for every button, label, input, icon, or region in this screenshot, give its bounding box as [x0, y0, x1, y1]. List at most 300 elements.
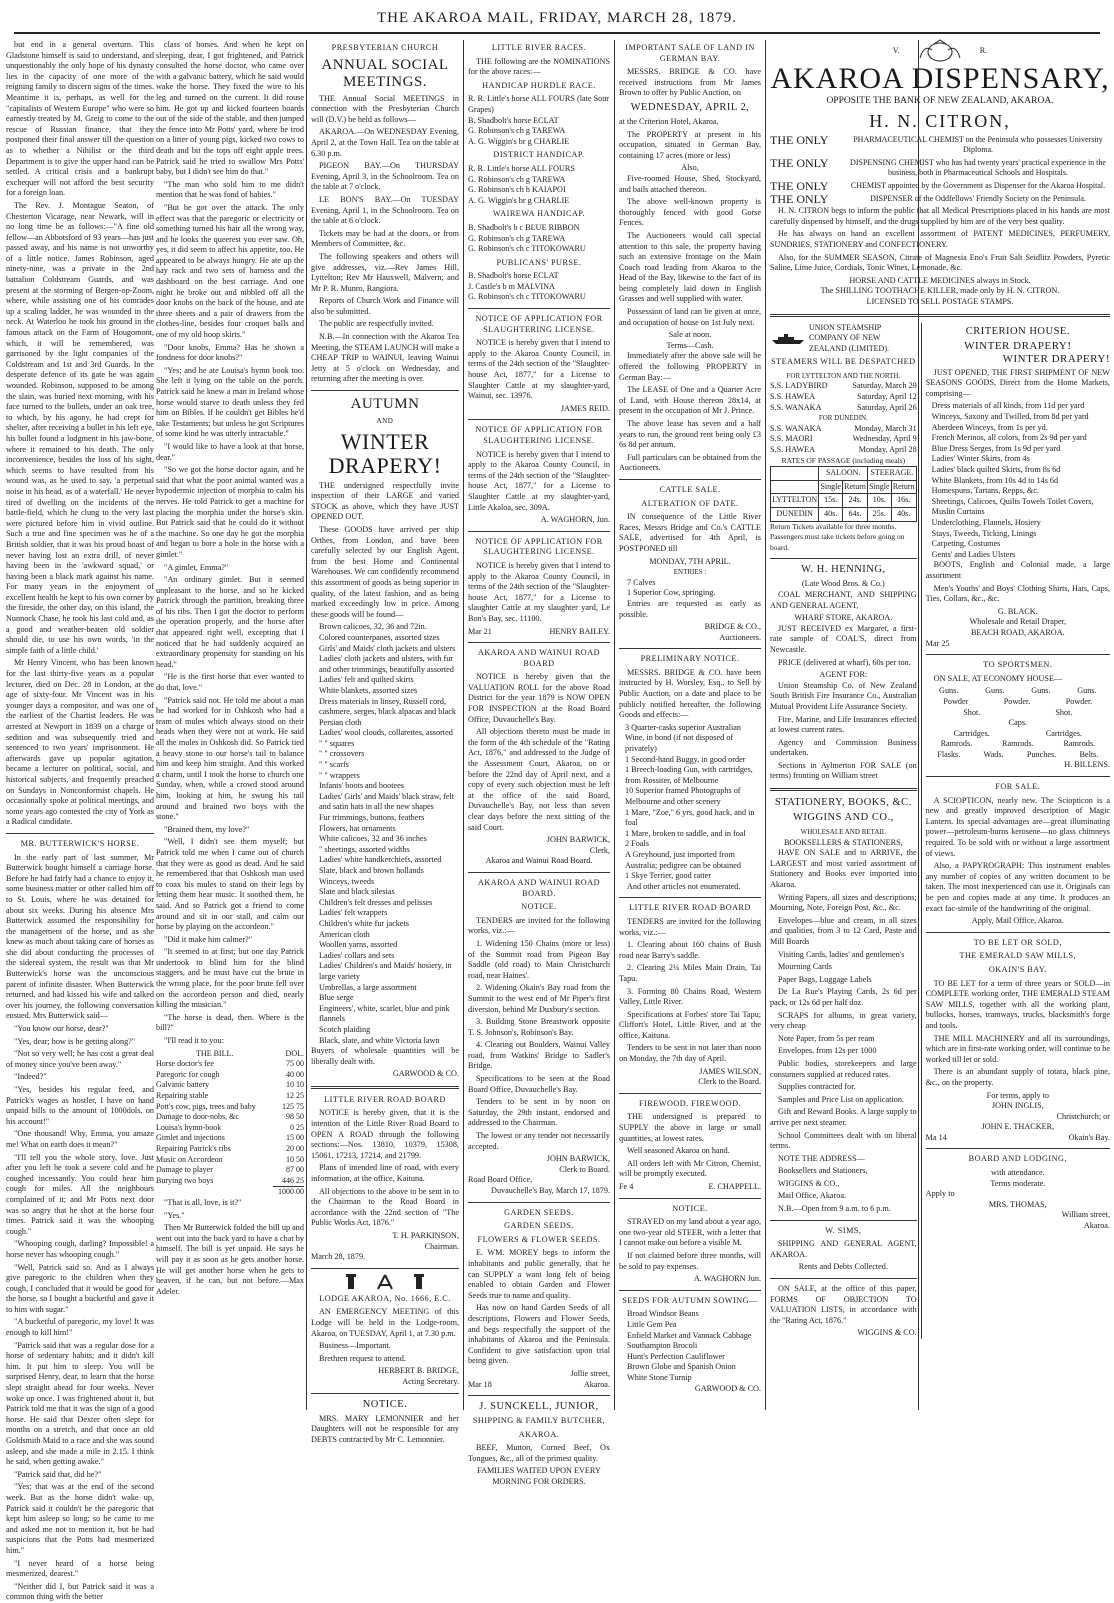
sailing-date: Saturday, April 26 [856, 402, 917, 412]
little-river-road-board-title: LITTLE RIVER ROAD BOARD [324, 1094, 446, 1104]
cattle-item: 7 Calves [627, 577, 656, 587]
objection-forms: ON SALE, at the office of this paper, FORMS OF OBJECTION TO VALUATION LISTS, in accordance with the "Rating Act, 1876." [770, 1284, 917, 1325]
road-board-subtitle-2: NOTICE. [521, 902, 557, 912]
fare-price: 40s. [819, 508, 843, 522]
sportsmen-item: Guns. [1077, 686, 1097, 696]
story-paragraph: class of horses. And when he kept on sleeping, dear, I got frightened, and Patrick consulted the horse doctor, who came over with a galvanic battery, which he said would wake the horse. They fixed the wire to his leg and turned on the current. It did rouse him. He got up and kicked fourteen boards out of the side of the stable, and then jumped the fence into Mr Potts' yard, where he trod on a litter of young pigs, kicked two cows to death and bit the tops off eight apple trees. Patrick said he tried to swallow Mrs Potts' baby, but I didn't see him do that." [156, 40, 304, 177]
sailing-row [770, 445, 917, 456]
story-paragraph: "Yes, besides his regular feed, and Patrick's wages as hostler, I have on hand unpaid bills to the amount of 1000dols. on his account!" [6, 1085, 154, 1126]
cattle-sale-title: CATTLE SALE. [659, 484, 721, 494]
road-board-title-1: AKAROA AND WAINUI ROAD BOARD [477, 648, 601, 668]
bill-row [156, 1144, 304, 1155]
drapery-item: Dress materials in linsey, Russell cord, cashmere, serges, black alpacas and black Persian cloth [319, 696, 456, 727]
road-board-address-2: Road Board Office, [468, 1175, 533, 1185]
union-steamship-dunedin: FOR DUNEDIN. [818, 414, 868, 423]
henning-p3: PRICE (delivered at wharf), 60s per ton. [778, 657, 911, 667]
race-entry: G. Robinson's ch g TAREWA [468, 126, 566, 136]
divider [926, 1148, 1110, 1149]
preliminary-notice-p2: And other articles not enumerated. [627, 881, 741, 891]
fares-head-saloon: SALOON. [819, 467, 868, 481]
divider [619, 1198, 761, 1199]
column-1 [6, 40, 154, 1602]
for-sale-p1: A SCIOPTICON, nearly new. The Sciopticon is a new and greatly improved description of Magic Lantern. Its special advantages are—great illuminating power—petroleum-burns kerosene—no glass chimneys required. To be sold with or without a large assortment of views. [925, 795, 1110, 858]
wiggins-line: De La Rue's Playing Cards, 2s 6d per pack, or 12s 6d per half doz. [770, 987, 917, 1007]
henning-subtitle: (Late Wood Bros. & Co.) [801, 579, 885, 589]
land-sale-noon: Sale at noon. [668, 330, 712, 340]
saw-mills-date: Ma 14 [925, 1132, 947, 1142]
henning-p1: COAL MERCHANT, AND SHIPPING AND GENERAL AGENT, [770, 589, 917, 610]
sportsmen-item: Powder [943, 696, 969, 706]
little-river-road-board-notice [311, 1108, 459, 1229]
saw-mills-signature: JOHN INGLIS, [991, 1101, 1044, 1111]
land-sale-p8: Immediately after the above sale will be offered the following PROPERTY in German Bay:— [619, 351, 761, 382]
story-paragraph: "I'll tell you the whole story, love. Just after you left he took a severe cold and he coughed incessantly. You could hear him cough for miles. All the neighbours complained of it; and Mr Potts next door was so angry that he shot at the horse four times. Patrick said it was the whooping cough." [6, 1152, 154, 1236]
race-events [468, 81, 610, 303]
divider [468, 642, 610, 643]
race-entry: B. Shadbolt's horse ECLAT [468, 271, 559, 281]
column-3 [311, 40, 459, 1444]
wiggins-p1: HAVE ON SALE and to ARRIVE, the LARGEST and most varied assortment of Stationery and Books ever imported into Akaroa. [770, 848, 917, 890]
sportsmen-signature: H. BILLENS. [1064, 760, 1110, 770]
race-event-title: HANDICAP HURDLE RACE. [482, 80, 596, 90]
criterion-p4: Wholesale and Retail Draper, [969, 617, 1067, 627]
cattle-sale-p1: IN consequence of the Little River Races, Messrs Bridge and Co.'s CATTLE SALE, advertised for 4th April, is POSTPONED till [619, 512, 761, 553]
saw-mills-p1: TO BE LET for a term of three years or SOLD—in COMPLETE working order, THE EMERALD STEAM SAW MILLS, together with all the working plant, bullocks, horses, tramways, trucks, blacksmith's forge and tools. [925, 978, 1110, 1030]
story-paragraph: but end in a general overturn. This Gladstone himself is said to understand, and unquestionably the only hope of his dynasty lies in the capacity of one more of the reigning family to discern signs of the times. Meantime it is, perhaps, as well for the "capitalists of Western Europe" who were so earnestly treated by M. Greig to come to the rescue of Russian finance, that they postponed their final answer till the question as to whether a Nihilist or the third Department is to give the upper hand can be settled. A critical crisis and a bankrupt exchequer will not afford the best security for a foreign loan. [6, 40, 154, 198]
autumn-seeds-signature: GARWOOD & CO. [694, 1383, 761, 1393]
land-sale-p2: at the Criterion Hotel, Akaroa, [619, 116, 719, 126]
cattle-sale-date: MONDAY, 7TH APRIL. [649, 556, 731, 566]
divider [926, 932, 1110, 933]
road-board-spec-2: Specifications to be seen at the Road Board Office, Duvauchelle's Bay. [468, 1074, 610, 1094]
road-board-role-2: Clerk to Board. [559, 1164, 610, 1174]
drapery-item: Ladies' collars and sets [319, 950, 395, 960]
board-lodging-p3: Apply to [925, 1189, 955, 1199]
bill-amount: 12 25 [286, 1091, 304, 1100]
fare-destination: DUNEDIN [771, 508, 819, 522]
tender-item: 2. Widening Okain's Bay road from the Summit to the west end of Mr Piper's first diversion, behind Mr Duxbury's section. [468, 983, 610, 1014]
flower-seeds-subtitle: FLOWERS & FLOWER SEEDS. [477, 1234, 601, 1244]
drapery-item: Ladies' white handkerchiefs, assorted [319, 855, 442, 865]
story-paragraph: "I would like to have a look at that horse, dear." [156, 441, 304, 462]
divider [770, 788, 917, 791]
bill-total: 1000 00 [273, 1187, 304, 1198]
sailing-date: Monday, March 31 [854, 423, 917, 433]
criterion-title: CRITERION HOUSE. [965, 325, 1070, 337]
bill-table [156, 1049, 304, 1198]
wiggins-line: Gift and Reward Books. A large supply to arrive per next steamer. [770, 1107, 917, 1127]
steamship-icon [770, 331, 806, 345]
divider [926, 654, 1110, 655]
sportsmen-row [926, 686, 1110, 697]
fares-title: RATES OF PASSAGE (including meals) [781, 455, 906, 465]
lrrb2-role: Clerk to the Board. [698, 1077, 761, 1087]
union-steamship-title: UNION STEAMSHIP COMPANY OF NEW ZEALAND (LIMITED). [809, 322, 889, 353]
column-5 [619, 40, 761, 1410]
seed-item: Southampton Brocoli [627, 1341, 698, 1351]
column-2 [156, 40, 304, 1410]
story-paragraph: "One thousand! Why, Emma, you amaze me! What on earth does it mean?" [6, 1129, 154, 1149]
divider [311, 1393, 459, 1394]
story-paragraph: "Indeed?" [14, 1072, 47, 1082]
stray-notice-p2: If not claimed before three months, will be sold to pay expenses. [619, 1250, 761, 1271]
drapery-item: Underclothing, Flannels, Hosiery [931, 518, 1041, 527]
divider [770, 558, 917, 559]
sailing-date: Wednesday, April 9 [852, 434, 917, 444]
wiggins-line: Booksellers and Stationers, [778, 1166, 868, 1176]
slaughter-license-signature-3: HENRY BAILEY. [549, 626, 610, 636]
fare-price: 10s. [868, 494, 892, 508]
divider [770, 1278, 917, 1279]
drapery-item: Dress materials of all kinds, from 11d per yard [931, 401, 1085, 411]
road-board-role-1b: Akaroa and Wainui Road Board. [485, 856, 593, 866]
drapery-item: Blue serge [319, 993, 354, 1003]
auction-item: 3 Quarter-casks superior Australian Wine, in bond (if not disposed of privately) [625, 722, 742, 754]
ship-name: S.S. WANAKA [770, 423, 822, 433]
fare-destination: LYTTELTON [771, 494, 819, 508]
union-steamship-lyttelton: FOR LYTTELTON AND THE NORTH. [786, 371, 901, 380]
bill-item: Repairing Patrick's ribs [156, 1143, 231, 1153]
wiggins-line: School Committees dealt with on liberal terms. [770, 1130, 917, 1151]
dispensary-address: OPPOSITE THE BANK OF NEW ZEALAND, AKAROA. [826, 96, 1054, 106]
race-entry: A. G. Wiggin's br g CHARLIE [468, 195, 570, 205]
horse-story [6, 853, 154, 1603]
story-paragraph: "Not so very well; he has cost a great deal of money since you've been away." [6, 1049, 154, 1069]
land-sale-p6: The Auctioneers would call special attention to this sale, the property having such an extensive frontage on the Main Coach road leading from Akaroa to the Head of the Bay, likewise to the fact of its being completely laid down in English Grasses and well supplied with water. [619, 230, 761, 304]
drapery-item: Scotch plaiding [319, 1024, 371, 1034]
story-paragraph: "Yes, dear; how is he getting along?" [14, 1036, 136, 1046]
cattle-sale-role: Auctioneers. [719, 632, 761, 642]
wiggins-line: Envelopes, from 12s per 1000 [778, 1046, 877, 1056]
church-heading: PRESBYTERIAN CHURCH [331, 43, 439, 52]
drapery-signature: GARWOOD & CO. [392, 1069, 459, 1079]
only-item [770, 132, 1110, 156]
sportsmen-item: Belts. [1079, 749, 1099, 759]
auction-item: 1 Mare, broken to saddle, and in foal [625, 828, 746, 838]
drapery-item: Woollen yarns, assorted [319, 940, 398, 950]
sportsmen-title: TO SPORTSMEN. [983, 660, 1053, 670]
drapery-item: Children's white fur jackets [319, 918, 409, 928]
race-entry: G. Robinson's ch h KAIAPOI [468, 185, 566, 195]
sims-title: W. SIMS, [825, 1225, 862, 1235]
criterion-p3: Men's Youths' and Boys' Clothing Shirts, Hats, Caps, Ties, Collars, &c., &c. [925, 583, 1110, 604]
notice-paragraph: N.B.—In connection with the Akaroa Tea Meeting, the STEAM LAUNCH will make a CHEAP TRIP to WAINUI, leaving Wainui Jetty at 5 o'clock on Wednesday, and returning after the meeting is over. [311, 332, 459, 384]
story-paragraph: "So we got the horse doctor again, and he said that what the poor animal wanted was a hypodermic injection of morphia to calm his nerves. He told Patrick to get a machine for placing the morphia under the horse's skin. But Patrick said that he could do it without the machine. So one day he got the morphia and began to bore a hole in the horse with a gimlet." [156, 465, 304, 559]
bill-item: Damage to door-nobs, &c [156, 1112, 239, 1122]
race-event-title: PUBLICANS' PURSE. [496, 257, 582, 267]
wiggins-line: Note Paper, from 5s per ream [778, 1033, 875, 1043]
road-board-text-1b: All objections thereto must be made in the form of the 4th schedule of the "Rating Act, 1876," and addressed to the Judge of the Assessment Court, Akaroa, on or before the 22nd day of April next, and a copy of every such objection must be left at the office of the said Board, Duvauchelle's Bay, not less than seven clear days before the next sitting of the said Court. [468, 727, 610, 832]
criterion-subtitle: WINTER DRAPERY! [964, 339, 1072, 352]
land-sale-also: Also, [681, 163, 699, 173]
bill-row [156, 1102, 304, 1113]
seed-item: White Stone Turnip [627, 1372, 692, 1382]
crest-r: R. [979, 45, 988, 55]
henning-agent: AGENT FOR: [819, 670, 868, 680]
bill-row [156, 1080, 304, 1091]
wiggins-line: Mail Office, Akaroa. [778, 1191, 847, 1201]
tender-item: 2. Clearing 2¼ Miles Main Drain, Tai Tapu. [619, 963, 761, 983]
seed-item: Brown Globe and Spanish Onion [627, 1362, 736, 1372]
crest-v: V. [892, 45, 900, 55]
bill-amount: 87 00 [286, 1165, 304, 1175]
notice-paragraph: These GOODS have arrived per ship Orthes, from London, and have been carefully selected by our English Agent, from the best Home and Continental Warehouses. We can confidently recommend this assortment of goods as being superior in quality, of the latest fashion, and as being marked exceedingly low in price. Among these goods will be found— [311, 525, 459, 619]
board-lodging-address: William street, [1061, 1210, 1110, 1220]
drapery-item: Children's felt dresses and pelisses [319, 897, 433, 907]
drapery-item: Slate, black and brown hollands [319, 866, 424, 875]
only-item [770, 191, 1110, 206]
saw-mills-p3: There is an abundant supply of totara, black pine, &c., on the property. [925, 1067, 1110, 1087]
bill-row [156, 1070, 304, 1081]
only-label: THE ONLY [770, 191, 829, 206]
criterion-p2: BOOTS, English and Colonial made, a large assortment [925, 560, 1110, 580]
road-board-items-2 [468, 939, 610, 1072]
divider [468, 1202, 610, 1203]
fare-row [771, 508, 917, 522]
henning-title: W. H. HENNING, [801, 564, 886, 576]
fare-subheader: Return [843, 480, 868, 494]
story-paragraph: "He is the first horse that ever wanted to do that, love." [156, 672, 304, 693]
drapery-item: Colored counterpanes, assorted sizes [319, 632, 440, 642]
drapery-item: Ladies' Girls' and Maids' black straw, felt and satin hats in all the new shapes [319, 791, 455, 812]
slaughter-license-title-2: NOTICE OF APPLICATION FOR SLAUGHTERING LICENSE. [475, 425, 603, 445]
slaughter-license-title-1: NOTICE OF APPLICATION FOR SLAUGHTERING LICENSE. [475, 314, 603, 334]
drapery-item: Flowers, hat ornaments [319, 823, 396, 833]
bill-row [156, 1112, 304, 1123]
lrrb2-items [619, 940, 761, 1008]
drapery-item: Umbrellas, a large assortment [319, 982, 417, 992]
drapery-item: Carpeting, Costumes [931, 539, 1001, 549]
story-paragraph: "Patrick said that was a regular dose for a horse of sedentary habits; and it didn't kill him. It put him to sleep. You will be surprised Henry, dear, to learn that the horse slept straight ahead for four weeks. Never woke up once. I was frightened about it, but Patrick told me that it was the sign of a good horse. He said that Dexter often slept for months on a stretch, and that once an old Goldsmith Maid to a race and she was sound asleep, and she made a mile in 2.15. I think he said, when getting awake." [6, 1340, 154, 1467]
saw-mills-title: TO BE LET OR SOLD, [973, 937, 1062, 947]
land-sale-p3: The PROPERTY at present in his occupation, situated in German Bay, containing 17 acres (more or less) [619, 129, 761, 160]
bill-amount: 98 50 [286, 1112, 304, 1122]
sportsmen-item: Shot. [1055, 707, 1073, 717]
sailing-row [770, 434, 917, 445]
fare-row [771, 494, 917, 508]
land-sale-title: IMPORTANT SALE OF LAND IN GERMAN BAY. [625, 43, 755, 63]
story-paragraph: "Whooping cough, darling? Impossible! a horse never has whooping cough." [6, 1239, 154, 1259]
column-6a [770, 323, 917, 1340]
race-entry: A. G. Wiggin's br g CHARLIE [468, 136, 570, 146]
sims-p2: Rents and Debts Collected. [798, 1262, 888, 1272]
auction-item: 1 Breech-loading Gun, with cartridges, from Rossiter, of Melbourne [625, 765, 753, 785]
race-entry: R. R. Little's horse ALL FOURS [468, 163, 575, 173]
sportsmen-item: Wads. [983, 749, 1004, 759]
land-sale-terms: Terms—Cash. [666, 340, 714, 350]
lemonnier-notice-text: MRS. MARY LEMONNIER and her Daughters will not be responsible for any DEBTS contracted by Mr C. Lemonnier. [311, 1413, 459, 1444]
story-paragraph: "An ordinary gimlet. But it seemed unpleasant to the horse, and so he kicked Patrick through the partition, breaking three of his ribs. Then I got the doctor to perform the operation properly, and the horse after that appeared right well, excepting that I noticed that he had suddenly acquired an extraordinary propensity for standing on his head." [156, 575, 304, 669]
auction-item: 10 Superior framed Photographs of Melbourne and other scenery [625, 786, 741, 806]
winter-drapery-title: WINTER DRAPERY! [328, 428, 442, 478]
sportsmen-item: Caps. [1008, 718, 1028, 728]
lrrb-signature: T. H. PARKINSON, [392, 1231, 459, 1240]
story-paragraph: The Rev. J. Montague Seaton, of Chesterton Vicarage, near Newark, will in no long time be as follows:—"A fine old fellow—an Abbotsford of 93 years—has just passed away, and his name is not unworthy of a little notice. James Robinson, aged ninety-nine, was a private in the 2nd battalion Coldstream Guards, and was present at the storming of Bergen-op-Zoom, where, while assisting one of his comrades up a scaling ladder, he was wounded in the neck. At Waterloo he took his ground in the famous attack on the Farm of Hougomont, which, it will be remembered, was garrisoned by the light companies of the Coldstream and 1st and 3rd Guards. In the desperate defence of its gate he was again wounded. Robinson, supposed to be among the slain, was buried next morning, with his face turned to the bullets, under an oak tree, to which, by his agony, he had crept for shelter, after receiving a bullet in his left eye, his bullet found a lodgment in his jaw-bone, where it remained to his death. The only inconvenience, besides the loss of his sight, which seems to have resulted from his wound was, as he used to say, 'a perpetual noise in his head, as of a waterfall.' He never tired of dwelling on the incidents of the battle-field, which he clung to the very last were pictured before him in vivid outline. Such a true and fine specimen was he of a British soldier, that it was his proud boast of never having lost an extra drill, of never having been in the 'awkward squad,' or having been a black mark against his name. For many years in the enjoyment of excellent health he kept to his own corner by the fireside, the other day, on this island, the Nunnock Chase, he took his last cold and, as a good and weather-beaten old soldier should die, to use his own words, 'in the simple faith of a little child.' [6, 200, 154, 655]
drapery-item: Ladies' felt and quilted skirts [319, 675, 414, 685]
sailing-row [770, 403, 917, 414]
slaughter-license-text-2: NOTICE is hereby given that I intend to apply to the Akaroa County Council, in terms of the 24th section of the "Slaughter-house Act, 1877," for a License to Slaughter Cattle at my slaughter-yard, Little Akaloa, sec. 309A. [468, 449, 610, 512]
firewood-p2: Well seasoned Akaroa on hand. [627, 1146, 730, 1156]
for-sale-title: FOR SALE. [995, 782, 1041, 792]
board-lodging-p2: Terms moderate. [990, 1178, 1046, 1188]
only-label: THE ONLY [770, 132, 829, 147]
lrrb2-signature: JAMES WILSON, [699, 1066, 761, 1076]
stray-notice-signature: A. WAGHORN Jun. [693, 1274, 761, 1284]
drapery-item: French Merinos, all colors, from 2s 9d per yard [931, 433, 1087, 443]
sims-p1: SHIPPING AND GENERAL AGENT, AKAROA. [770, 1239, 917, 1259]
divider [770, 1220, 917, 1221]
saw-mills-address: Christchurch; or [1056, 1111, 1110, 1121]
notice-paragraph: Brethren request to attend. [319, 1353, 406, 1363]
royal-arms-icon [910, 40, 970, 62]
land-sale-date: WEDNESDAY, APRIL 2, [630, 101, 750, 113]
preliminary-notice-title: PRELIMINARY NOTICE. [640, 654, 740, 664]
bill-amount: 125 75 [282, 1101, 304, 1111]
road-board-date-2: Duvauchelle's Bay, March 17, 1879. [491, 1186, 610, 1195]
bill-item: Repairing stable [156, 1091, 209, 1100]
divider [619, 479, 761, 480]
drapery-item: Fur trimmings, buttons, feathers [319, 813, 425, 823]
sportsmen-item: Punches. [1026, 749, 1057, 759]
cattle-item: 1 Superior Cow, springing. [627, 588, 716, 598]
only-item [770, 178, 1110, 193]
land-sale-p5: The above well-known property is thoroughly fenced with good Gorse Fences. [619, 197, 761, 228]
stray-notice-title: NOTICE. [672, 1203, 708, 1213]
bill-amount: 10 50 [286, 1154, 304, 1164]
drapery-item: Brown calicoes, 32, 36 and 72in. [319, 622, 427, 632]
drapery-item: Aberdeen Winceys, from 1s per yd. [931, 422, 1048, 432]
divider [468, 308, 610, 309]
story-paragraph: "Patrick said not. He told me about a man he had worked for in Oshkosh who had a team of mules which always stood on their heads when they were not at work. He said all the mules in Oshkosh did. So Patrick tied a heavy stone to our horse's tail to balance him and keep him straight. And this worked a charm, until I took the horse to church one Sunday, when, while a crowd stood around him, looking at him, he swung his tail around and brained two boys with the stone." [156, 695, 304, 822]
fare-subheader: Single [819, 480, 843, 494]
race-event-title: DISTRICT HANDICAP. [493, 150, 585, 160]
saw-mills-subtitle-2: OKAIN'S BAY. [988, 964, 1047, 974]
lrrb-role: Chairman. [424, 1241, 459, 1251]
story-paragraph: "Yes." [164, 1210, 185, 1220]
criterion-address: BEACH ROAD, AKAROA. [970, 627, 1065, 637]
criterion-p1: JUST OPENED, THE FIRST SHIPMENT OF NEW SEASONS GOODS, Direct from the Home Markets, comprising— [925, 367, 1110, 398]
firewood-title: FIREWOOD. FIREWOOD. [638, 1098, 742, 1108]
masthead-rule [14, 32, 1100, 34]
dispensary-title: AKAROA DISPENSARY, [770, 62, 1110, 95]
bill-row [156, 1123, 304, 1134]
slaughter-license-signature-2: A. WAGHORN, Jun. [540, 515, 610, 525]
garden-seeds-subtitle: GARDEN SEEDS. [504, 1221, 574, 1231]
auction-item: A Greyhound, just imported from Australia; pedigree can be obtained [625, 849, 741, 870]
for-sale-p2: Also, a PAPYROGRAPH: This instrument enables any number of copies of any written document to be taken. The most inexperienced can use it. Originals can be pen and copies made at any time. It produces an exact fac-simile of the handwriting of the original. [925, 861, 1110, 913]
butcher-families: FAMILIES WAITED UPON EVERY MORNING FOR ORDERS. [477, 1466, 601, 1487]
divider [468, 1395, 610, 1396]
drapery-item: Ladies' cloth jackets and ulsters, with fur and other trimmings, beautifully assorted [319, 654, 454, 674]
board-lodging-town: Akaroa. [1083, 1221, 1110, 1231]
lrrb2-spec: Specifications at Forbes' store Tai Tapu; Cliffort's Hotel, Little River, and at the office, Kaituna. [619, 1009, 761, 1040]
notice-paragraph: AKAROA.—On WEDNESDAY Evening, April 2, at the Town Hall. Tea on the table at 6.30 p.m. [311, 127, 459, 158]
bill-amount: 446 25 [282, 1175, 304, 1185]
ship-name: S.S. MAORI [770, 434, 813, 444]
fares-note: Return Tickets available for three months. [770, 521, 897, 531]
races-intro: THE following are the NOMINATIONS for the above races:— [468, 56, 610, 77]
sportsmen-item: Guns. [1031, 686, 1051, 696]
sportsmen-item: Powder. [1003, 696, 1031, 706]
notice-paragraph: Plans of intended line of road, with every information, at the office, Kaituna. [311, 1163, 459, 1184]
criterion-items [926, 401, 1110, 560]
bill-item: Horse doctor's fee [156, 1059, 214, 1069]
garden-seeds-text-2: Has now on hand Garden Seeds of all descriptions, Flowers and Flower Seeds, and begs respectfully the support of the inhabitants of Akaroa and the Peninsula. Confident to give satisfaction upon trial being given. [468, 1303, 610, 1366]
bill-row [156, 1176, 304, 1187]
race-entry: B. Shadbolt's horse ECLAT [468, 115, 559, 125]
notice-paragraph: LE BON'S BAY.—On TUESDAY Evening, April 1, in the Schoolroom. Tea on the table at 6 o'clock. [311, 194, 459, 226]
horse-story-title: MR. BUTTERWICK'S HORSE. [20, 838, 140, 848]
column-rule [463, 40, 464, 1410]
bill-amount: 40 00 [286, 1069, 304, 1079]
ship-name: S.S. WANAKA [770, 402, 822, 412]
henning-p6: Agency and Commission Business undertaken. [770, 737, 917, 758]
drapery-item: Winceys, Saxony and Twilled, from 8d per yard [931, 412, 1089, 422]
story-paragraph: "Yes; and he ate Louisa's hymn book too. She left it lying on the table on the porch. Patrick said he knew a man in Ireland whose horse would starve to death unless they fed him on Bibles. If he couldn't get Bibles he'd take Testaments; but unless he got Scriptures of some kind he was utterly intractable." [156, 365, 304, 439]
garden-seeds-town: Akaroa. [583, 1379, 610, 1389]
auction-item: 1 Second-hand Buggy, in good order [625, 754, 746, 764]
butcher-town: AKAROA. [518, 1429, 560, 1439]
land-sale-p9: The LEASE of One and a Quarter Acre of Land, with House thereon 28x14, at present in the occupation of Mr J. Prince. [619, 385, 761, 416]
race-entry: G. Robinson's ch c TITOKOWARU [468, 292, 586, 302]
bill-amount: 75 00 [286, 1059, 304, 1069]
sportsmen-item: Ramrods. [1002, 739, 1034, 749]
fare-subheader [771, 480, 819, 494]
wiggins-subtitle: WHOLESALE AND RETAIL [800, 828, 887, 837]
sportsmen-row [926, 697, 1110, 708]
column-4 [468, 40, 610, 1487]
fare-price: 24s. [843, 494, 868, 508]
drapery-close: Buyers of wholesale quantities will be liberally dealt with. [311, 1046, 459, 1066]
story-paragraph: "Door knobs, Emma? Has he shown a fondness for door knobs?" [156, 342, 304, 363]
criterion-subtitle-2: WINTER DRAPERY! [1002, 353, 1110, 366]
lrrb2-tender: Tenders to be sent in not later than noon on Monday, the 7th day of April. [619, 1043, 761, 1064]
horse-story-end [156, 1198, 304, 1297]
only-text: CHEMIST appointed by the Government as Dispenser for the Akaroa Hospital. [850, 180, 1106, 190]
story-paragraph: In the early part of last summer, Mr Butterwick bought himself a carriage horse. Before he had fairly had a chance to enjoy it, some business matter or other called him off to St. Louis, where he was detained for about six weeks. During his absence Mrs Butterwick assumed the responsibility for the management of the horse, and as she knew as much about taking care of horses as she did about conducting the processes of the sidereal system, the result was that Mr Butterwick's horse was the unconscious parent of infinite disaster. When Butterwick returned, and had kissed his wife and talked over his journey, the following conversation ensued. Mrs Butterwick said— [6, 852, 154, 1021]
slaughter-license-date-3: Mar 21 [468, 626, 492, 636]
tender-item: 4. Clearing out Boulders, Wainui Valley road, from Watkins' Bridge to Sadler's Bridge. [468, 1040, 610, 1071]
seed-item: Enfield Market and Vannack Cabbage [627, 1330, 752, 1340]
sportsmen-item: Guns. [985, 686, 1005, 696]
lodge-notice [311, 1307, 459, 1364]
drapery-item: " " squares [319, 738, 355, 748]
bill-amount: 0 25 [290, 1122, 304, 1132]
divider [770, 314, 1110, 317]
drapery-intro [311, 481, 459, 621]
fares-head-empty [771, 467, 819, 481]
tender-item: 1. Clearing about 160 chains of Bush road near Barry's saddle. [619, 940, 761, 960]
story-paragraph: "Brained them, my love?" [164, 824, 250, 834]
story-paragraph: "It seemed to at first; but one day Patrick undertook to blind him for the blind staggers, and he must have cut the brute in the wrong place, for the poor brute fell over on the accordeon person and died, nearly killing the musician." [156, 947, 304, 1010]
garden-seeds-title: GARDEN SEEDS. [504, 1207, 574, 1217]
citron-p6: LICENSED TO SELL POSTAGE STAMPS. [866, 296, 1014, 306]
wiggins-items [770, 893, 917, 1215]
wiggins-line: WIGGINS & CO., [778, 1178, 840, 1188]
sportsmen-p1: ON SALE, AT ECONOMY HOUSE— [933, 673, 1063, 683]
column-6b [926, 323, 1110, 1340]
masthead [0, 0, 1114, 34]
sportsmen-item: Powder. [1065, 696, 1093, 706]
race-entry: B. Shadbolt's b c BLUE RIBBON [468, 222, 580, 232]
saw-mills-signature-2: JOHN E. THACKER, [981, 1122, 1055, 1132]
autumn-title: AUTUMN [350, 396, 420, 413]
sailing-date: Monday, April 28 [858, 445, 917, 455]
story-paragraph: "Yes; that was at the end of the second week. But as the horse didn't wake up, Patrick said it couldn't be the paregoric that kept him asleep so long; so he came to me and asked me not to mention it, but he had suspicions that the Potts had mesmerized him." [6, 1482, 154, 1555]
notice-paragraph: Business—Important. [319, 1341, 391, 1351]
bill-item: Galvanic battery [156, 1080, 210, 1090]
fares-note-2: Passengers must take tickets before going on board. [770, 532, 905, 552]
